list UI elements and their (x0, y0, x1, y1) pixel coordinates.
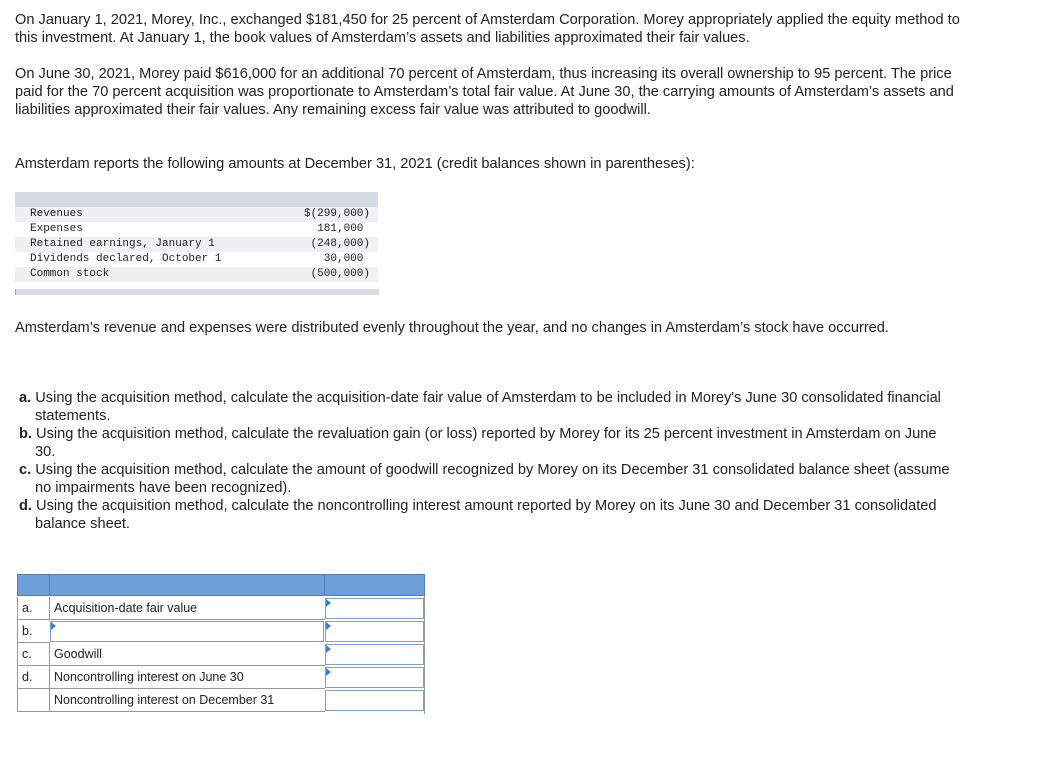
answer-header-value (324, 574, 425, 596)
balances-table-footer (15, 289, 379, 295)
balance-row (15, 207, 378, 222)
question-list (19, 389, 959, 533)
question-text: Using the acquisition method, calculate the acquisition-date fair value of Amsterdam to be included in Morey's June 30 consolidated financial statements. (35, 390, 941, 424)
balance-label: Revenues (30, 208, 83, 220)
question-letter: d. (19, 498, 32, 514)
balance-label: Common stock (30, 268, 110, 280)
answer-row-label: Goodwill (49, 643, 325, 666)
answer-table (17, 574, 425, 714)
answer-row-label: Noncontrolling interest on June 30 (49, 666, 325, 689)
answer-input-b[interactable] (325, 621, 424, 642)
balance-row (15, 222, 378, 237)
dropdown-marker-icon (326, 668, 331, 676)
answer-row-label: Acquisition-date fair value (49, 597, 325, 620)
intro-paragraph-1: On January 1, 2021, Morey, Inc., exchanged $181,450 for 25 percent of Amsterdam Corporation. Morey appropriately applied the equity method to this investment. At January 1, the book values of Amsterdam’s assets and liabilities approximated their fair values. (15, 12, 960, 46)
question-text: Using the acquisition method, calculate the amount of goodwill recognized by Morey on its December 31 consolidated balance sheet (assume no impairments have been recognized). (35, 462, 950, 496)
question-letter: c. (19, 462, 32, 478)
balance-amount: 30,000 (323, 253, 370, 265)
balance-label: Expenses (30, 223, 83, 235)
dropdown-marker-icon (326, 599, 331, 607)
answer-row-letter: a. (17, 597, 50, 620)
question-text: Using the acquisition method, calculate the noncontrolling interest amount reported by Morey on its June 30 and December 31 consolidated balance sheet. (35, 498, 937, 532)
balance-label: Dividends declared, October 1 (30, 253, 222, 265)
question-letter: b. (19, 426, 32, 442)
question-d (19, 497, 959, 533)
dropdown-marker-icon (326, 622, 331, 630)
answer-input-d-june[interactable] (325, 667, 424, 688)
dropdown-marker-icon (326, 645, 331, 653)
answer-row-label: Noncontrolling interest on December 31 (49, 689, 325, 712)
intro-paragraph-3: Amsterdam reports the following amounts at December 31, 2021 (credit balances shown in parentheses): (15, 156, 695, 172)
intro-paragraph-4: Amsterdam’s revenue and expenses were distributed evenly throughout the year, and no changes in Amsterdam’s stock have occurred. (15, 320, 889, 336)
answer-header-label (49, 574, 325, 596)
balance-amount: $(299,000) (303, 208, 370, 220)
question-c (19, 461, 959, 497)
balances-table-header (15, 192, 378, 207)
question-b (19, 425, 959, 461)
balance-amount: 181,000 (317, 223, 370, 235)
answer-row-letter: b. (17, 620, 50, 643)
answer-label-input-b[interactable] (50, 621, 324, 642)
balance-row (15, 252, 378, 267)
answer-input-d-december[interactable] (325, 690, 424, 711)
balance-amount: (248,000) (310, 238, 370, 250)
answer-input-a[interactable] (325, 598, 424, 619)
answer-row-letter: c. (17, 643, 50, 666)
question-a (19, 389, 959, 425)
balances-table (15, 192, 378, 296)
answer-input-c[interactable] (325, 644, 424, 665)
balance-label: Retained earnings, January 1 (30, 238, 215, 250)
balance-amount: (500,000) (310, 268, 370, 280)
intro-paragraph-2: On June 30, 2021, Morey paid $616,000 for an additional 70 percent of Amsterdam, thus increasing its overall ownership to 95 percent. The price paid for the 70 percent acquisition was proportionate to Amsterdam’s total fair value. At June 30, the carrying amounts of Amsterdam’s assets and liabilities approximated their fair values. Any remaining excess fair value was attributed to goodwill. (15, 66, 954, 118)
question-letter: a. (19, 390, 32, 406)
answer-table-border (424, 596, 425, 714)
balance-row (15, 267, 378, 282)
answer-row-letter: d. (17, 666, 50, 689)
question-text: Using the acquisition method, calculate the revaluation gain (or loss) reported by Morey for its 25 percent investment in Amsterdam on June 30. (35, 426, 937, 460)
balance-row (15, 237, 378, 252)
answer-row-letter (17, 689, 50, 712)
answer-header-letter (17, 574, 50, 596)
dropdown-marker-icon (51, 622, 56, 630)
